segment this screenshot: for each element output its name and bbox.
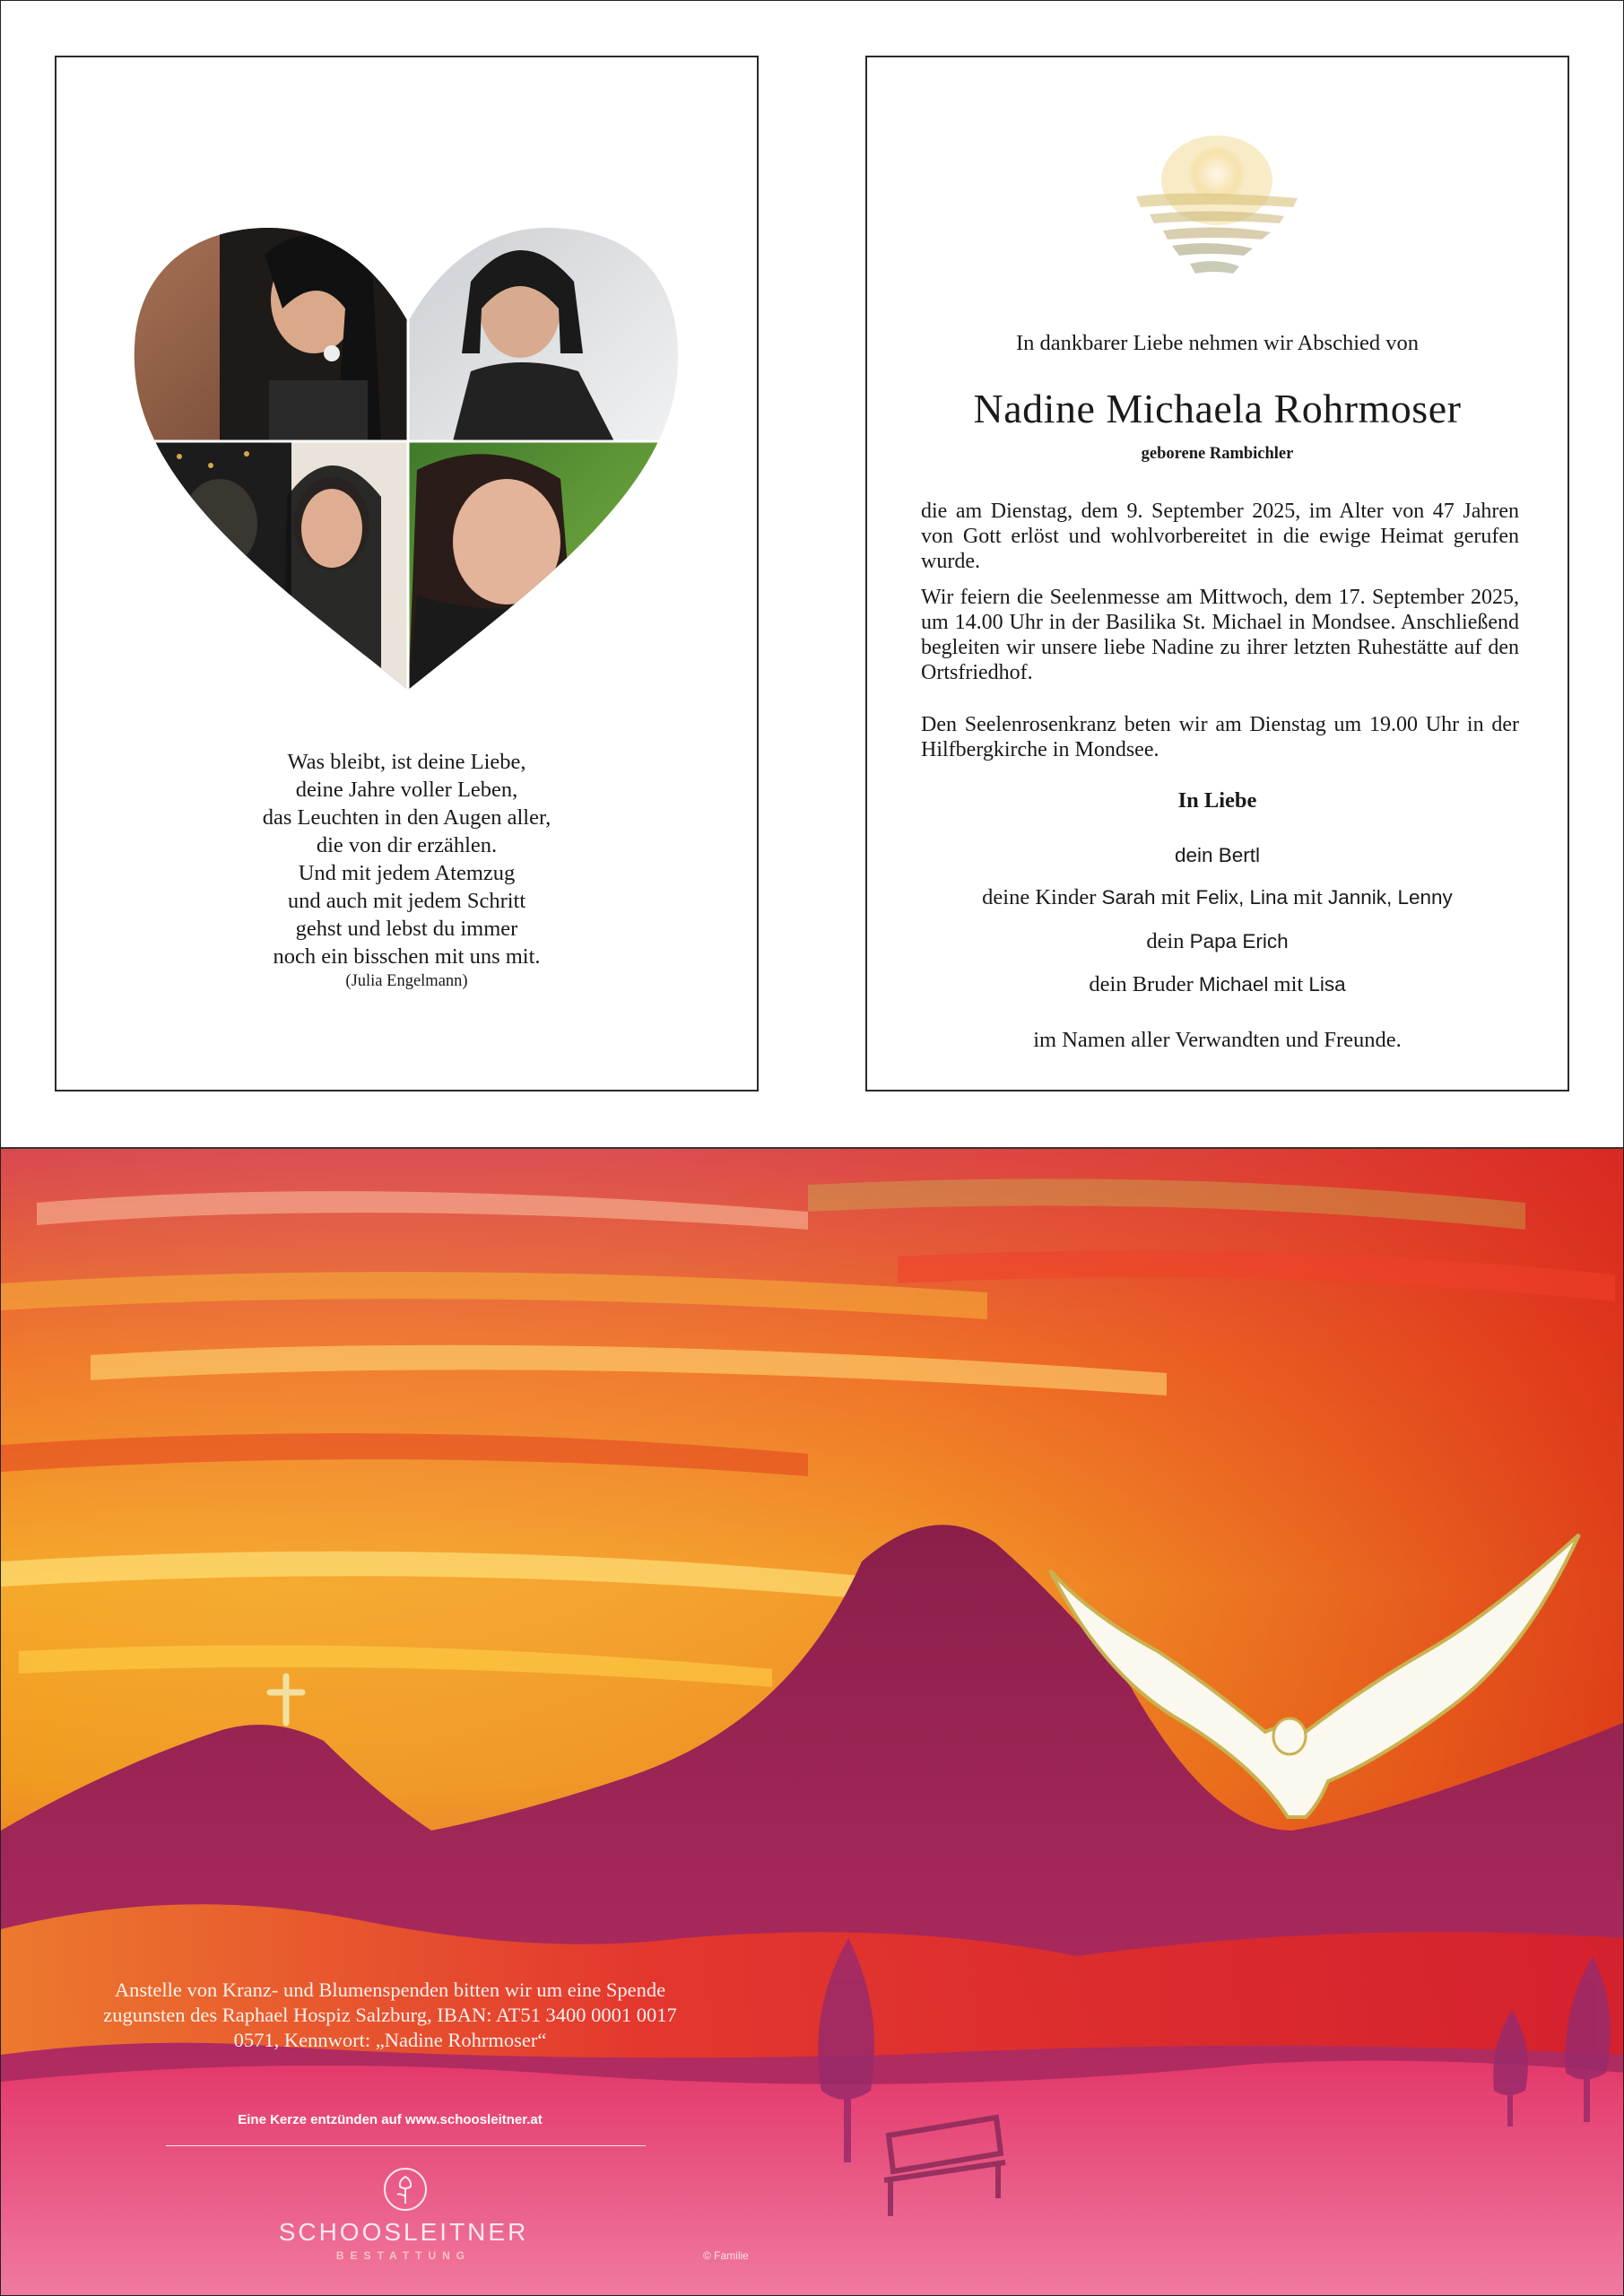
poem-line: gehst und lebst du immer — [295, 917, 518, 941]
partner-name: dein Bertl — [1174, 844, 1261, 866]
mourner-father — [867, 929, 1568, 954]
poem-line: Und mit jedem Atemzug — [298, 861, 516, 885]
with-word: mit — [1293, 885, 1323, 909]
photo-horse — [112, 174, 408, 441]
funeral-mass-paragraph: Wir feiern die Seelenmesse am Mittwoch, dem 17. September 2025, um 14.00 Uhr in der Basilika St. Michael in Mondsee. Anschließend begleiten wir unsere liebe Nadine zu ihrer letzten Ruhestätte auf den Ortsfriedhof. — [921, 586, 1519, 684]
photo-lion — [112, 441, 408, 694]
mourner-brother — [867, 972, 1568, 997]
mourner-partner — [867, 843, 1568, 868]
rosary-paragraph: Den Seelenrosenkranz beten wir am Dienstag um 19.00 Uhr in der Hilfbergkirche in Mondsee. — [921, 713, 1519, 761]
funeral-home-subtitle: BESTATTUNG — [335, 2249, 472, 2262]
maiden-name: geborene Rambichler — [1141, 445, 1294, 463]
with-word: mit — [1160, 885, 1191, 909]
poem-line: das Leuchten in den Augen aller, — [262, 805, 551, 830]
death-notice-paragraph: die am Dienstag, dem 9. September 2025, im Alter von 47 Jahren von Gott erlöst und wohlvorbereitet in die ewige Heimat gerufen wurde. — [921, 500, 1519, 573]
child-name: Sarah — [1101, 886, 1156, 909]
mourner-children — [867, 885, 1568, 910]
poem-line: die von dir erzählen. — [316, 833, 498, 857]
farewell-intro: In dankbarer Liebe nehmen wir Abschied von — [1015, 331, 1419, 355]
poem-line: und auch mit jedem Schritt — [287, 889, 526, 913]
photo-grass — [408, 441, 704, 694]
image-credit: © Familie — [703, 2249, 749, 2262]
poem — [56, 748, 757, 992]
children-prefix: deine Kinder — [982, 885, 1097, 909]
deceased-name: Nadine Michaela Rohrmoser — [973, 386, 1462, 431]
child-name: Felix, Lina — [1195, 886, 1289, 909]
photo-snow — [408, 174, 704, 441]
father-name: Papa Erich — [1189, 930, 1289, 952]
child-name: Jannik, Lenny — [1327, 886, 1453, 909]
father-prefix: dein — [1146, 929, 1185, 953]
brother-partner-name: Lisa — [1308, 973, 1346, 996]
poem-line: deine Jahre voller Leben, — [295, 778, 518, 802]
brother-name: Michael — [1198, 973, 1269, 996]
sunset-watercolor-icon — [1118, 134, 1316, 291]
with-word: mit — [1273, 972, 1304, 996]
brother-prefix: dein Bruder — [1089, 972, 1194, 996]
divider — [166, 2145, 646, 2146]
on-behalf-line: im Namen aller Verwandten und Freunde. — [1033, 1028, 1402, 1052]
donation-notice: Anstelle von Kranz- und Blumenspenden bitten wir um eine Spende zugunsten des Raphael Hospiz Salzburg, IBAN: AT51 3400 0001 0017 0571, Kennwort: „Nadine Rohrmoser“ — [103, 1979, 677, 2051]
candle-link[interactable]: Eine Kerze entzünden auf www.schoosleitner.at — [238, 2112, 543, 2127]
poem-line: Was bleibt, ist deine Liebe, — [287, 750, 526, 774]
right-panel — [865, 56, 1569, 1091]
poem-line: noch ein bisschen mit uns mit. — [273, 944, 541, 969]
rose-circle-icon — [382, 2166, 429, 2213]
funeral-home-name: SCHOOSLEITNER — [278, 2218, 529, 2246]
heart-photo-collage — [112, 174, 704, 694]
poem-author: (Julia Engelmann) — [345, 972, 468, 990]
left-panel — [55, 56, 759, 1091]
in-love-heading: In Liebe — [1177, 788, 1257, 813]
